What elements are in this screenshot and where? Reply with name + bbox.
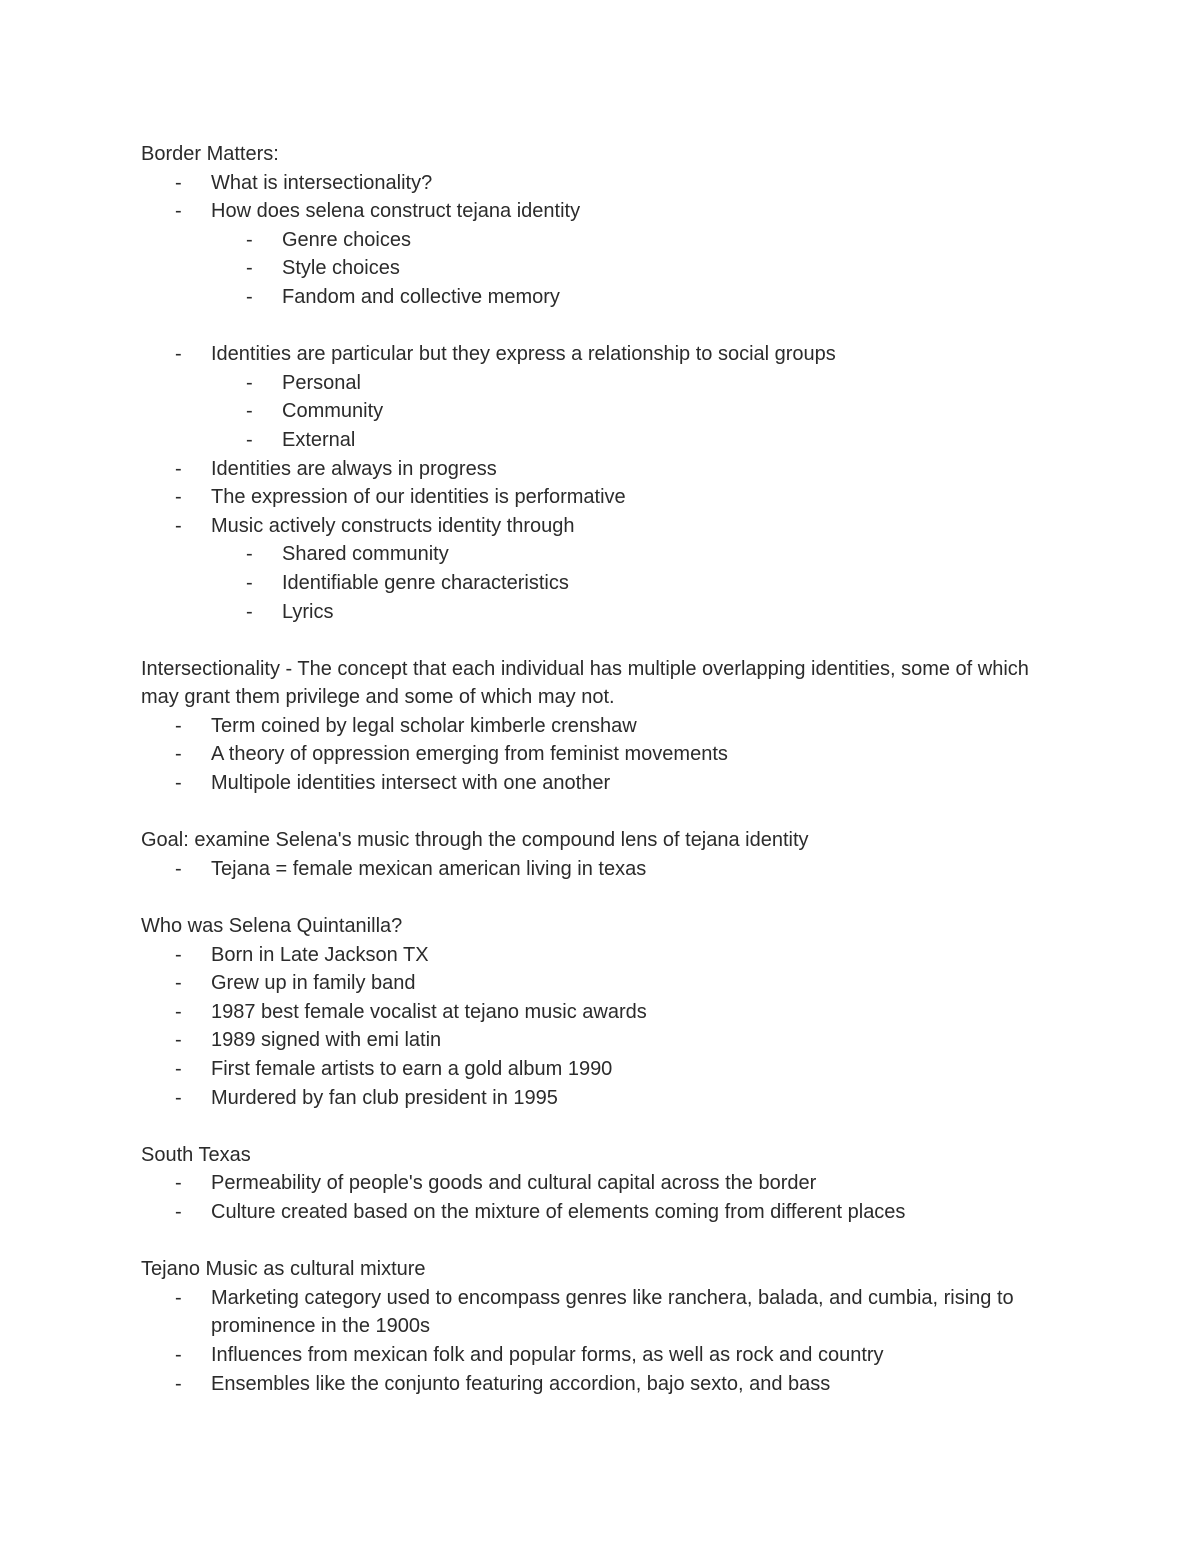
list-item: [141, 1284, 1071, 1341]
list-item-text: The expression of our identities is performative: [211, 486, 626, 509]
list-item-text: Permeability of people's goods and cultural capital across the border: [211, 1172, 817, 1195]
sub-bullet-list: [211, 369, 1071, 455]
bullet-dash: -: [175, 743, 182, 766]
list-item-text: Grew up in family band: [211, 972, 416, 995]
list-item: [141, 1026, 1071, 1055]
sub-list-item-text: Style choices: [282, 257, 400, 280]
section-spacer: [141, 1227, 1071, 1256]
bullet-dash: -: [246, 600, 253, 623]
bullet-dash: -: [175, 1343, 182, 1366]
sub-list-item: [211, 569, 1071, 598]
list-item: [141, 712, 1071, 741]
section-spacer: [141, 1112, 1071, 1141]
sub-list-item: [211, 283, 1071, 312]
bullet-list: [141, 169, 1071, 312]
bullet-dash: -: [175, 200, 182, 223]
bullet-list: [141, 941, 1071, 1113]
section-spacer: [141, 626, 1071, 655]
list-item: [141, 483, 1071, 512]
bullet-dash: -: [246, 543, 253, 566]
section-spacer: [141, 312, 1071, 341]
note-section: [141, 883, 1071, 1112]
sub-list-item-text: Genre choices: [282, 228, 411, 251]
note-section: [141, 798, 1071, 884]
bullet-dash: -: [175, 486, 182, 509]
list-item: [141, 1169, 1071, 1198]
bullet-list: [141, 1169, 1071, 1226]
list-item-text: Culture created based on the mixture of elements coming from different places: [211, 1200, 906, 1223]
list-item-text: Identities are always in progress: [211, 457, 497, 480]
list-item: [141, 1370, 1071, 1399]
bullet-dash: -: [246, 371, 253, 394]
section-spacer: [141, 798, 1071, 827]
bullet-dash: -: [175, 457, 182, 480]
list-item: [141, 455, 1071, 484]
sub-list-item: [211, 369, 1071, 398]
list-item: [141, 512, 1071, 626]
bullet-dash: -: [175, 1000, 182, 1023]
list-item: [141, 340, 1071, 454]
bullet-dash: -: [175, 1086, 182, 1109]
bullet-dash: -: [175, 714, 182, 737]
bullet-dash: -: [246, 571, 253, 594]
list-item-text: Marketing category used to encompass genres like ranchera, balada, and cumbia, rising to prominence in the 1900s: [211, 1286, 1014, 1338]
list-item: [141, 1341, 1071, 1370]
bullet-dash: -: [175, 514, 182, 537]
list-item-text: What is intersectionality?: [211, 171, 433, 194]
list-item: [141, 998, 1071, 1027]
note-section: [141, 312, 1071, 627]
bullet-dash: -: [246, 257, 253, 280]
sub-list-item-text: External: [282, 428, 356, 451]
list-item: [141, 169, 1071, 198]
list-item-text: Tejana = female mexican american living in texas: [211, 857, 647, 880]
sub-list-item-text: Identifiable genre characteristics: [282, 571, 569, 594]
list-item: [141, 855, 1071, 884]
bullet-dash: -: [175, 1172, 182, 1195]
note-section: [141, 1227, 1071, 1399]
sub-list-item: [211, 226, 1071, 255]
bullet-dash: -: [175, 772, 182, 795]
note-section: [141, 140, 1071, 312]
list-item-text: Born in Late Jackson TX: [211, 943, 429, 966]
sub-list-item-text: Fandom and collective memory: [282, 285, 560, 308]
list-item-text: Multipole identities intersect with one another: [211, 772, 611, 795]
list-item-text: 1989 signed with emi latin: [211, 1029, 442, 1052]
list-item-text: Ensembles like the conjunto featuring accordion, bajo sexto, and bass: [211, 1372, 831, 1395]
list-item: [141, 1198, 1071, 1227]
section-heading: Tejano Music as cultural mixture: [141, 1258, 426, 1281]
list-item-text: 1987 best female vocalist at tejano music awards: [211, 1000, 647, 1023]
sub-list-item: [211, 598, 1071, 627]
list-item-text: A theory of oppression emerging from feminist movements: [211, 743, 728, 766]
bullet-dash: -: [175, 1029, 182, 1052]
section-heading: South Texas: [141, 1143, 251, 1166]
sub-list-item: [211, 426, 1071, 455]
bullet-dash: -: [175, 943, 182, 966]
bullet-dash: -: [175, 171, 182, 194]
notes-content: [141, 140, 1071, 1398]
sub-list-item: [211, 397, 1071, 426]
sub-list-item-text: Personal: [282, 371, 361, 394]
list-item: [141, 969, 1071, 998]
note-section: [141, 1112, 1071, 1226]
bullet-dash: -: [175, 1200, 182, 1223]
list-item-text: Influences from mexican folk and popular forms, as well as rock and country: [211, 1343, 884, 1366]
sub-list-item-text: Shared community: [282, 543, 449, 566]
list-item: [141, 197, 1071, 311]
bullet-dash: -: [175, 972, 182, 995]
sub-list-item-text: Community: [282, 400, 384, 423]
sub-bullet-list: [211, 540, 1071, 626]
bullet-dash: -: [175, 343, 182, 366]
list-item: [141, 769, 1071, 798]
bullet-dash: -: [246, 228, 253, 251]
list-item: [141, 1055, 1071, 1084]
bullet-list: [141, 340, 1071, 626]
list-item: [141, 941, 1071, 970]
list-item-text: Music actively constructs identity through: [211, 514, 575, 537]
section-heading: Goal: examine Selena's music through the compound lens of tejana identity: [141, 829, 809, 852]
bullet-list: [141, 712, 1071, 798]
bullet-dash: -: [175, 1286, 182, 1309]
section-heading: Intersectionality - The concept that each individual has multiple overlapping identities, some of which may grant them privilege and some of which may not.: [141, 657, 1029, 709]
bullet-dash: -: [246, 428, 253, 451]
section-heading: Who was Selena Quintanilla?: [141, 915, 403, 938]
bullet-dash: -: [175, 1058, 182, 1080]
section-heading: Border Matters:: [141, 143, 279, 165]
sub-bullet-list: [211, 226, 1071, 312]
bullet-dash: -: [175, 857, 182, 880]
bullet-dash: -: [175, 1372, 182, 1395]
bullet-dash: -: [246, 400, 253, 423]
list-item: [141, 1084, 1071, 1113]
bullet-list: [141, 855, 1071, 884]
bullet-list: [141, 1284, 1071, 1398]
list-item-text: Murdered by fan club president in 1995: [211, 1086, 558, 1109]
list-item: [141, 740, 1071, 769]
note-section: [141, 626, 1071, 798]
list-item-text: Identities are particular but they express a relationship to social groups: [211, 343, 836, 366]
list-item-text: How does selena construct tejana identity: [211, 200, 581, 223]
sub-list-item: [211, 254, 1071, 283]
list-item-text: First female artists to earn a gold album 1990: [211, 1058, 613, 1080]
sub-list-item: [211, 540, 1071, 569]
sub-list-item-text: Lyrics: [282, 600, 334, 623]
section-spacer: [141, 883, 1071, 912]
bullet-dash: -: [246, 285, 253, 308]
list-item-text: Term coined by legal scholar kimberle crenshaw: [211, 714, 637, 737]
